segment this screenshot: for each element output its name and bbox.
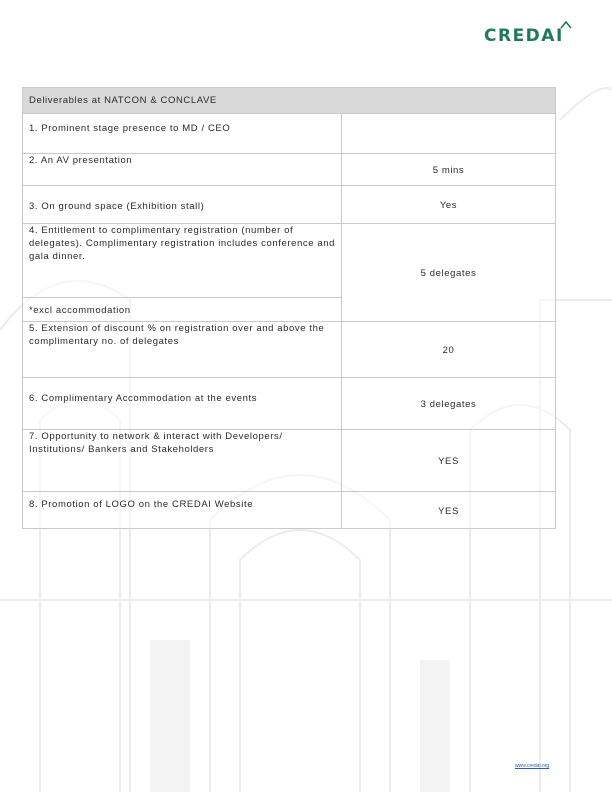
table-row: [23, 492, 556, 529]
row-value: 20: [342, 322, 556, 378]
website-link[interactable]: www.credai.org: [515, 763, 550, 769]
table-row: [23, 154, 556, 186]
table-row: [23, 114, 556, 154]
row-label: 1. Prominent stage presence to MD / CEO: [23, 114, 342, 154]
brand-name: CREDAI: [484, 26, 564, 46]
row-label: 3. On ground space (Exhibition stall): [23, 186, 342, 224]
credai-logo: [484, 26, 564, 46]
deliverables-table: [22, 87, 556, 529]
row-label: 6. Complimentary Accommodation at the events: [23, 378, 342, 430]
row-value: 3 delegates: [342, 378, 556, 430]
table-row: [23, 378, 556, 430]
row-label: 8. Promotion of LOGO on the CREDAI Website: [23, 492, 342, 529]
row-value: 5 delegates: [342, 224, 556, 322]
table-row: [23, 186, 556, 224]
table-row: [23, 430, 556, 492]
table-row: [23, 224, 556, 298]
row-label: 2. An AV presentation: [23, 154, 342, 186]
row-label: 4. Entitlement to complimentary registration (number of delegates). Complimentary registration includes conference and gala dinner.: [23, 224, 342, 298]
table-header-row: [23, 88, 556, 114]
row-label: 5. Extension of discount % on registration over and above the complimentary no. of delegates: [23, 322, 342, 378]
row-value: YES: [342, 430, 556, 492]
logo-chevron-icon: [560, 20, 572, 30]
row-value: YES: [342, 492, 556, 529]
row-note: *excl accommodation: [23, 298, 342, 322]
row-label: 7. Opportunity to network & interact with Developers/ Institutions/ Bankers and Stakeholders: [23, 430, 342, 492]
row-value: [342, 114, 556, 154]
table-row: [23, 322, 556, 378]
row-value: 5 mins: [342, 154, 556, 186]
row-value: Yes: [342, 186, 556, 224]
table-header: Deliverables at NATCON & CONCLAVE: [23, 88, 556, 114]
